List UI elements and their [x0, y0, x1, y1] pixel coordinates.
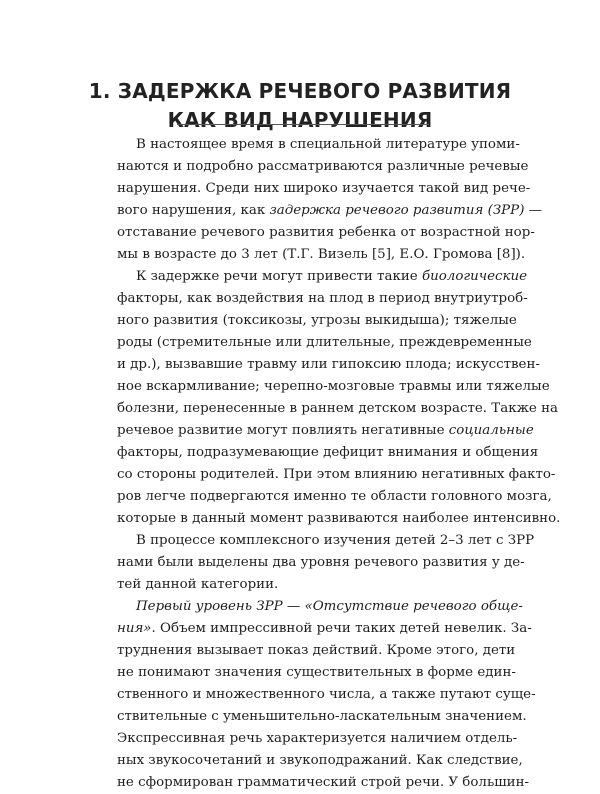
text-run: тей данной категории.: [117, 577, 279, 592]
text-line: [117, 486, 552, 508]
text-line: [117, 244, 526, 266]
text-run: наются и подробно рассматриваются различные речевые: [117, 159, 529, 174]
text-run: не понимают значения существительных в форме един-: [117, 665, 516, 680]
text-line: [117, 134, 520, 156]
text-line: [117, 442, 539, 464]
title-divider: [177, 124, 429, 125]
text-line: [117, 354, 540, 376]
text-run: и др.), вызвавшие травму или гипоксию плода; искусствен-: [117, 357, 540, 372]
italic-text: ния»: [117, 621, 152, 636]
paragraph: [117, 266, 561, 530]
text-run: Экспрессивная речь характеризуется наличием отдель-: [117, 731, 518, 746]
text-line: [117, 750, 523, 772]
text-run: факторы, подразумевающие дефицит внимания и общения: [117, 445, 539, 460]
text-run: факторы, как воздействия на плод в период внутриутроб-: [117, 291, 528, 306]
italic-text: задержка речевого развития (ЗРР): [269, 203, 525, 218]
text-run: нами были выделены два уровня речевого развития у де-: [117, 555, 525, 570]
text-line: [117, 156, 529, 178]
text-run: К задержке речи могут привести такие: [136, 269, 422, 284]
text-line: [117, 464, 556, 486]
text-run: В настоящее время в специальной литературе упоми-: [136, 137, 520, 152]
text-line: [117, 530, 535, 552]
text-line: [117, 684, 536, 706]
text-line: [117, 618, 532, 640]
chapter-title: [80, 77, 520, 135]
text-line: [117, 200, 543, 222]
paragraph: [117, 530, 535, 596]
body-text: [117, 134, 561, 794]
text-run: отставание речевого развития ребенка от возрастной нор-: [117, 225, 535, 240]
text-run: ствительные с уменьшительно-ласкательным значением.: [117, 709, 527, 724]
text-run: речевое развитие могут повлиять негативные: [117, 423, 449, 438]
text-line: [117, 178, 531, 200]
text-run: . Объем импрессивной речи таких детей невелик. За-: [151, 621, 532, 636]
text-run: ное вскармливание; черепно-мозговые травмы или тяжелые: [117, 379, 550, 394]
text-line: [117, 552, 525, 574]
text-run: роды (стремительные или длительные, преждевременные: [117, 335, 532, 350]
text-line: [117, 596, 523, 618]
text-run: со стороны родителей. При этом влиянию негативных факто-: [117, 467, 556, 482]
text-line: [117, 574, 509, 596]
text-line: [117, 772, 530, 794]
text-line: [117, 288, 528, 310]
italic-text: Первый уровень ЗРР — «Отсутствие речевого обще-: [136, 599, 523, 614]
text-run: болезни, перенесенные в раннем детском возрасте. Также на: [117, 401, 559, 416]
text-run: мы в возрасте до 3 лет (Т.Г. Визель [5], Е.О. Громова [8]).: [117, 247, 526, 262]
text-line: [117, 728, 518, 750]
italic-text: биологические: [421, 269, 528, 284]
text-line: [117, 332, 532, 354]
text-run: ного развития (токсикозы, угрозы выкидыша); тяжелые: [117, 313, 517, 328]
italic-text: социальные: [448, 423, 534, 438]
text-run: ров легче подвергаются именно те области головного мозга,: [117, 489, 552, 504]
text-line: [117, 420, 534, 442]
chapter-title-line-1: 1. ЗАДЕРЖКА РЕЧЕВОГО РАЗВИТИЯ: [88, 79, 512, 104]
paragraph: [117, 134, 543, 266]
text-line: [117, 266, 528, 288]
paragraph: [117, 596, 536, 794]
text-run: труднения вызывает показ действий. Кроме этого, дети: [117, 643, 516, 658]
text-run: ных звукосочетаний и звукоподражаний. Как следствие,: [117, 753, 523, 768]
text-line: [117, 508, 561, 530]
text-run: не сформирован грамматический строй речи. У большин-: [117, 775, 530, 790]
text-line: [117, 376, 550, 398]
text-run: которые в данный момент развиваются наиболее интенсивно.: [117, 511, 561, 526]
text-line: [117, 398, 559, 420]
text-run: В процессе комплексного изучения детей 2–3 лет с ЗРР: [136, 533, 535, 548]
text-line: [117, 310, 517, 332]
text-line: [117, 222, 535, 244]
text-run: вого нарушения, как: [117, 203, 270, 218]
text-run: ственного и множественного числа, а также путают суще-: [117, 687, 536, 702]
text-line: [117, 662, 516, 684]
text-line: [117, 706, 527, 728]
text-run: —: [524, 203, 543, 218]
chapter-title-line-2: КАК ВИД НАРУШЕНИЯ: [167, 108, 433, 133]
text-line: [117, 640, 516, 662]
text-run: нарушения. Среди них широко изучается такой вид рече-: [117, 181, 531, 196]
